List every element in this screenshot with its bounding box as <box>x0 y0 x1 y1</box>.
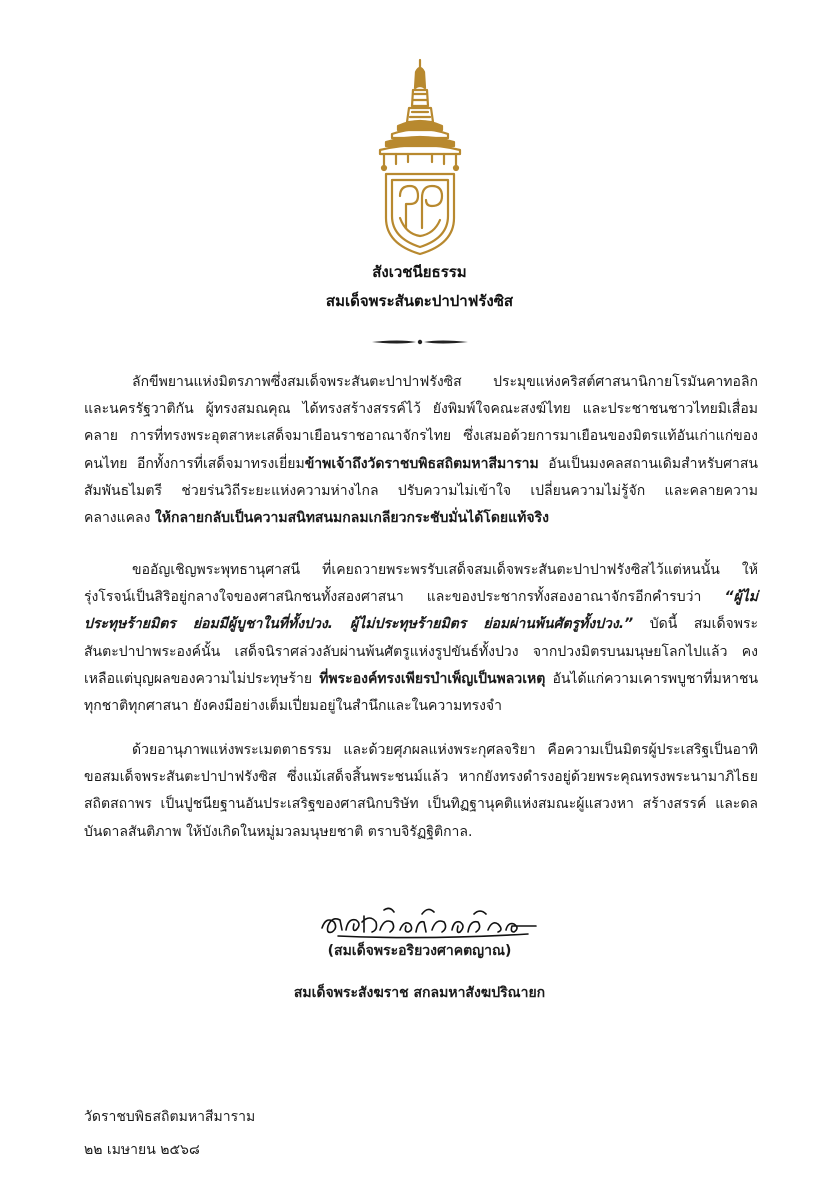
paragraph-3-text-a: ด้วยอานุภาพแห่งพระเมตตาธรรม และด้วยศุภผลแห่งพระกุศลจริยา คือความเป็นมิตรผู้ประเสริฐเป็นอาทิ ขอสมเด็จพระสันตะปาปาฟรังซิส ซึ่งแม้เสด็จสิ้นพระชนม์แล้ว หากยังทรงดำรงอยู่ด้วยพระคุณทรงพระนามาภิไธยสถิตสถาพร เป็นปูชนียฐานอันประเสริฐของศาสนิกบริษัท เป็นทิฏฐานุคติแห่งสมณะผู้แสวงหา สร้างสรรค์ และดลบันดาลสันติภาพ ให้บังเกิดในหมู่มวลมนุษยชาติ ตราบจิรัฏฐิติกาล. <box>84 742 758 840</box>
issue-date: ๒๒ เมษายน ๒๕๖๘ <box>84 1142 200 1158</box>
document-subtitle: สมเด็จพระสันตะปาปาฟรังซิส <box>325 292 514 310</box>
signatory-name: (สมเด็จพระอริยวงศาคตญาณ) <box>327 943 512 959</box>
paragraph-2-text-c: ที่พระองค์ทรงเพียรบำเพ็ญเป็นพลวเหตุ <box>319 670 546 687</box>
paragraph-1-text-a: ลักขีพยานแห่งมิตรภาพซึ่งสมเด็จพระสันตะปาปาฟรังซิส ประมุขแห่งคริสต์ศาสนานิกายโรมันคาทอลิก และนครรัฐวาติกัน ผู้ทรงสมณคุณ ได้ทรงสร้างสรรค์ไว้ ยังพิมพ์ใจคณะสงฆ์ไทย และประชาชนชาวไทยมิเสื่อมคลาย การที่ทรงพระอุตสาหะเสด็จมาเยือนราชอาณาจักรไทย ซึ่งเสมอด้วยการมาเยือนของมิตรแท้อันเก่าแก่ของคนไทย อีกทั้งการที่เสด็จมาทรงเยี่ยม <box>84 374 758 472</box>
paragraph-1 <box>84 369 758 532</box>
paragraph-2-text-b: บัดนี้ สมเด็จพระสันตะปาปาพระองค์นั้น เสด็จนิราศล่วงลับผ่านพ้นศัตรูแห่งรูปขันธ์ทั้งปวง จากปวงมิตรบนมนุษยโลกไปแล้ว คงเหลือแต่บุญผลของความไม่ประทุษร้าย <box>84 616 759 687</box>
handwritten-signature <box>318 902 540 942</box>
paragraph-1-text-d: ให้กลายกลับเป็นความสนิทสนมกลมเกลียวกระชับมั่นได้โดยแท้จริง <box>154 510 549 527</box>
paragraph-2-quote: “ผู้ไม่ประทุษร้ายมิตร ย่อมมีผู้บูชาในที่ทั้งปวง. ผู้ไม่ประทุษร้ายมิตร ย่อมผ่านพ้นศัตรูทั้งปวง.” <box>84 589 758 633</box>
paragraph-1-text-c: อันเป็นมงคลสถานเดิมสำหรับศาสนสัมพันธไมตรี ช่วยร่นวิถีระยะแห่งความห่างไกล ปรับความไม่เข้าใจ เปลี่ยนความไม่รู้จัก และคลายความคลางแคลง <box>84 455 758 527</box>
paragraph-2 <box>84 557 758 720</box>
issuing-place: วัดราชบพิธสถิตมหาสีมาราม <box>84 1109 256 1125</box>
document-title: สังเวชนียธรรม <box>372 263 467 281</box>
paragraph-2-text-d: อันได้แก่ความเคารพบูชาที่มหาชนทุกชาติทุกศาสนา ยังคงมีอย่างเต็มเปี่ยมอยู่ในสำนึกและในความทรงจำ <box>84 670 759 715</box>
paragraph-2-text-a: ขออัญเชิญพระพุทธานุศาสนี ที่เคยถวายพระพรรับเสด็จสมเด็จพระสันตะปาปาฟรังซิสไว้แต่หนนั้น ให้รุ่งโรจน์เป็นสิริอยู่กลางใจของศาสนิกชนทั้งสองศาสนา และของประชากรทั้งสองอาณาจักรอีกคำรบว่า <box>84 562 758 606</box>
ornamental-divider-icon <box>370 336 470 348</box>
wat-rajabopit-emblem-icon <box>372 58 468 258</box>
signatory-title: สมเด็จพระสังฆราช สกลมหาสังฆปริณายก <box>293 985 546 1001</box>
paragraph-1-text-b: ข้าพเจ้าถึงวัดราชบพิธสถิตมหาสีมาราม <box>304 455 539 472</box>
paragraph-3 <box>84 737 758 846</box>
